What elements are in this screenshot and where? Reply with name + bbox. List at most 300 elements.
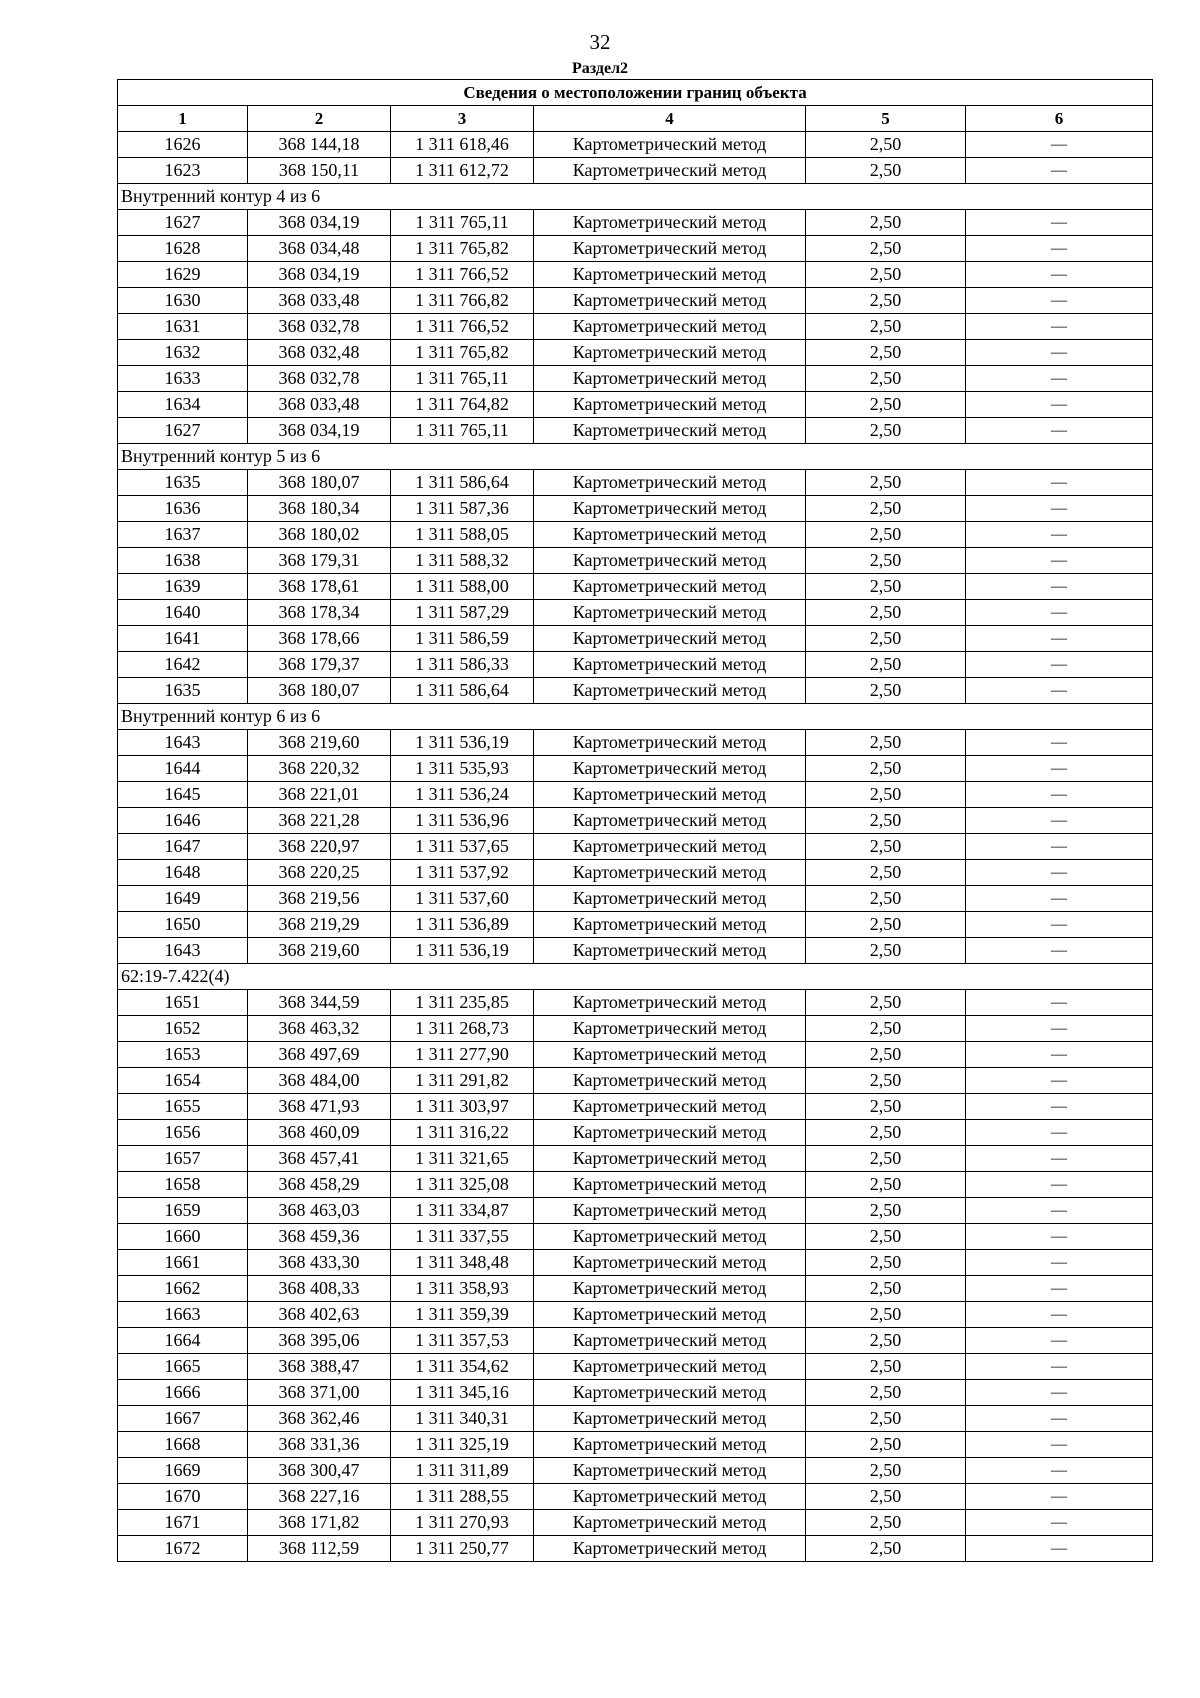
point-number-cell: 1669 — [118, 1458, 248, 1484]
point-number-cell: 1650 — [118, 912, 248, 938]
description-cell: — — [966, 1354, 1153, 1380]
table-row — [118, 158, 1153, 184]
description-cell: — — [966, 1016, 1153, 1042]
accuracy-cell: 2,50 — [806, 1406, 966, 1432]
description-cell: — — [966, 1224, 1153, 1250]
table-body — [118, 132, 1153, 1562]
description-cell: — — [966, 288, 1153, 314]
point-number-cell: 1631 — [118, 314, 248, 340]
description-cell: — — [966, 158, 1153, 184]
method-cell: Картометрический метод — [534, 392, 806, 418]
x-coordinate-cell: 368 178,34 — [248, 600, 391, 626]
x-coordinate-cell: 368 179,31 — [248, 548, 391, 574]
accuracy-cell: 2,50 — [806, 1276, 966, 1302]
y-coordinate-cell: 1 311 536,96 — [391, 808, 534, 834]
method-cell: Картометрический метод — [534, 600, 806, 626]
point-number-cell: 1643 — [118, 730, 248, 756]
x-coordinate-cell: 368 032,78 — [248, 366, 391, 392]
method-cell: Картометрический метод — [534, 1328, 806, 1354]
table-row — [118, 210, 1153, 236]
point-number-cell: 1633 — [118, 366, 248, 392]
accuracy-cell: 2,50 — [806, 340, 966, 366]
table-row — [118, 1354, 1153, 1380]
accuracy-cell: 2,50 — [806, 912, 966, 938]
table-row — [118, 678, 1153, 704]
point-number-cell: 1646 — [118, 808, 248, 834]
method-cell: Картометрический метод — [534, 808, 806, 834]
column-header: 3 — [391, 106, 534, 132]
contour-group-row — [118, 444, 1153, 470]
y-coordinate-cell: 1 311 359,39 — [391, 1302, 534, 1328]
y-coordinate-cell: 1 311 334,87 — [391, 1198, 534, 1224]
page-number: 32 — [589, 30, 611, 54]
description-cell: — — [966, 1250, 1153, 1276]
description-cell: — — [966, 418, 1153, 444]
method-cell: Картометрический метод — [534, 522, 806, 548]
description-cell: — — [966, 522, 1153, 548]
accuracy-cell: 2,50 — [806, 158, 966, 184]
accuracy-cell: 2,50 — [806, 522, 966, 548]
point-number-cell: 1663 — [118, 1302, 248, 1328]
description-cell: — — [966, 210, 1153, 236]
method-cell: Картометрический метод — [534, 912, 806, 938]
x-coordinate-cell: 368 180,02 — [248, 522, 391, 548]
accuracy-cell: 2,50 — [806, 730, 966, 756]
x-coordinate-cell: 368 463,03 — [248, 1198, 391, 1224]
accuracy-cell: 2,50 — [806, 314, 966, 340]
point-number-cell: 1627 — [118, 418, 248, 444]
method-cell: Картометрический метод — [534, 1172, 806, 1198]
y-coordinate-cell: 1 311 588,05 — [391, 522, 534, 548]
point-number-cell: 1664 — [118, 1328, 248, 1354]
contour-group-row — [118, 704, 1153, 730]
description-cell: — — [966, 1172, 1153, 1198]
accuracy-cell: 2,50 — [806, 1458, 966, 1484]
method-cell: Картометрический метод — [534, 132, 806, 158]
table-row — [118, 1068, 1153, 1094]
method-cell: Картометрический метод — [534, 938, 806, 964]
accuracy-cell: 2,50 — [806, 132, 966, 158]
point-number-cell: 1639 — [118, 574, 248, 600]
y-coordinate-cell: 1 311 357,53 — [391, 1328, 534, 1354]
x-coordinate-cell: 368 032,78 — [248, 314, 391, 340]
table-row — [118, 886, 1153, 912]
table-row — [118, 1094, 1153, 1120]
y-coordinate-cell: 1 311 588,00 — [391, 574, 534, 600]
x-coordinate-cell: 368 497,69 — [248, 1042, 391, 1068]
description-cell: — — [966, 132, 1153, 158]
point-number-cell: 1653 — [118, 1042, 248, 1068]
y-coordinate-cell: 1 311 586,33 — [391, 652, 534, 678]
point-number-cell: 1636 — [118, 496, 248, 522]
table-row — [118, 366, 1153, 392]
contour-group-label: Внутренний контур 4 из 6 — [118, 184, 1153, 210]
method-cell: Картометрический метод — [534, 158, 806, 184]
x-coordinate-cell: 368 459,36 — [248, 1224, 391, 1250]
x-coordinate-cell: 368 221,28 — [248, 808, 391, 834]
x-coordinate-cell: 368 433,30 — [248, 1250, 391, 1276]
table-row — [118, 1016, 1153, 1042]
accuracy-cell: 2,50 — [806, 288, 966, 314]
x-coordinate-cell: 368 034,19 — [248, 262, 391, 288]
accuracy-cell: 2,50 — [806, 1302, 966, 1328]
y-coordinate-cell: 1 311 537,60 — [391, 886, 534, 912]
y-coordinate-cell: 1 311 765,11 — [391, 210, 534, 236]
x-coordinate-cell: 368 331,36 — [248, 1432, 391, 1458]
x-coordinate-cell: 368 471,93 — [248, 1094, 391, 1120]
x-coordinate-cell: 368 362,46 — [248, 1406, 391, 1432]
column-header: 6 — [966, 106, 1153, 132]
method-cell: Картометрический метод — [534, 626, 806, 652]
y-coordinate-cell: 1 311 536,24 — [391, 782, 534, 808]
y-coordinate-cell: 1 311 325,19 — [391, 1432, 534, 1458]
method-cell: Картометрический метод — [534, 1432, 806, 1458]
accuracy-cell: 2,50 — [806, 860, 966, 886]
table-row — [118, 1276, 1153, 1302]
point-number-cell: 1657 — [118, 1146, 248, 1172]
y-coordinate-cell: 1 311 536,19 — [391, 938, 534, 964]
description-cell: — — [966, 1406, 1153, 1432]
method-cell: Картометрический метод — [534, 1016, 806, 1042]
y-coordinate-cell: 1 311 586,59 — [391, 626, 534, 652]
y-coordinate-cell: 1 311 612,72 — [391, 158, 534, 184]
x-coordinate-cell: 368 220,32 — [248, 756, 391, 782]
table-row — [118, 782, 1153, 808]
accuracy-cell: 2,50 — [806, 262, 966, 288]
point-number-cell: 1632 — [118, 340, 248, 366]
x-coordinate-cell: 368 227,16 — [248, 1484, 391, 1510]
y-coordinate-cell: 1 311 765,11 — [391, 366, 534, 392]
description-cell: — — [966, 1484, 1153, 1510]
point-number-cell: 1672 — [118, 1536, 248, 1562]
point-number-cell: 1644 — [118, 756, 248, 782]
description-cell: — — [966, 1120, 1153, 1146]
point-number-cell: 1655 — [118, 1094, 248, 1120]
method-cell: Картометрический метод — [534, 288, 806, 314]
x-coordinate-cell: 368 178,66 — [248, 626, 391, 652]
accuracy-cell: 2,50 — [806, 782, 966, 808]
method-cell: Картометрический метод — [534, 886, 806, 912]
table-row — [118, 1172, 1153, 1198]
accuracy-cell: 2,50 — [806, 574, 966, 600]
point-number-cell: 1654 — [118, 1068, 248, 1094]
y-coordinate-cell: 1 311 618,46 — [391, 132, 534, 158]
x-coordinate-cell: 368 344,59 — [248, 990, 391, 1016]
y-coordinate-cell: 1 311 268,73 — [391, 1016, 534, 1042]
table-row — [118, 1536, 1153, 1562]
accuracy-cell: 2,50 — [806, 834, 966, 860]
description-cell: — — [966, 1432, 1153, 1458]
point-number-cell: 1629 — [118, 262, 248, 288]
table-row — [118, 912, 1153, 938]
description-cell: — — [966, 1302, 1153, 1328]
method-cell: Картометрический метод — [534, 1250, 806, 1276]
accuracy-cell: 2,50 — [806, 1094, 966, 1120]
method-cell: Картометрический метод — [534, 756, 806, 782]
accuracy-cell: 2,50 — [806, 1224, 966, 1250]
column-header: 4 — [534, 106, 806, 132]
point-number-cell: 1647 — [118, 834, 248, 860]
x-coordinate-cell: 368 032,48 — [248, 340, 391, 366]
point-number-cell: 1658 — [118, 1172, 248, 1198]
table-row — [118, 1250, 1153, 1276]
column-number-row — [118, 106, 1153, 132]
table-row — [118, 600, 1153, 626]
description-cell: — — [966, 366, 1153, 392]
point-number-cell: 1666 — [118, 1380, 248, 1406]
accuracy-cell: 2,50 — [806, 1354, 966, 1380]
accuracy-cell: 2,50 — [806, 392, 966, 418]
table-row — [118, 496, 1153, 522]
method-cell: Картометрический метод — [534, 548, 806, 574]
accuracy-cell: 2,50 — [806, 1250, 966, 1276]
boundary-coordinates-table — [117, 79, 1153, 1562]
description-cell: — — [966, 1328, 1153, 1354]
method-cell: Картометрический метод — [534, 652, 806, 678]
point-number-cell: 1667 — [118, 1406, 248, 1432]
method-cell: Картометрический метод — [534, 574, 806, 600]
method-cell: Картометрический метод — [534, 1042, 806, 1068]
method-cell: Картометрический метод — [534, 314, 806, 340]
table-row — [118, 1302, 1153, 1328]
y-coordinate-cell: 1 311 587,29 — [391, 600, 534, 626]
table-row — [118, 1406, 1153, 1432]
y-coordinate-cell: 1 311 586,64 — [391, 678, 534, 704]
table-row — [118, 938, 1153, 964]
x-coordinate-cell: 368 457,41 — [248, 1146, 391, 1172]
method-cell: Картометрический метод — [534, 210, 806, 236]
column-header: 5 — [806, 106, 966, 132]
x-coordinate-cell: 368 112,59 — [248, 1536, 391, 1562]
x-coordinate-cell: 368 219,29 — [248, 912, 391, 938]
table-row — [118, 236, 1153, 262]
accuracy-cell: 2,50 — [806, 1172, 966, 1198]
description-cell: — — [966, 626, 1153, 652]
point-number-cell: 1626 — [118, 132, 248, 158]
point-number-cell: 1661 — [118, 1250, 248, 1276]
accuracy-cell: 2,50 — [806, 548, 966, 574]
x-coordinate-cell: 368 219,56 — [248, 886, 391, 912]
accuracy-cell: 2,50 — [806, 1484, 966, 1510]
point-number-cell: 1659 — [118, 1198, 248, 1224]
method-cell: Картометрический метод — [534, 1510, 806, 1536]
description-cell: — — [966, 392, 1153, 418]
y-coordinate-cell: 1 311 536,19 — [391, 730, 534, 756]
table-row — [118, 1432, 1153, 1458]
x-coordinate-cell: 368 144,18 — [248, 132, 391, 158]
table-row — [118, 730, 1153, 756]
description-cell: — — [966, 1068, 1153, 1094]
point-number-cell: 1645 — [118, 782, 248, 808]
y-coordinate-cell: 1 311 270,93 — [391, 1510, 534, 1536]
point-number-cell: 1668 — [118, 1432, 248, 1458]
point-number-cell: 1630 — [118, 288, 248, 314]
table-row — [118, 1328, 1153, 1354]
point-number-cell: 1656 — [118, 1120, 248, 1146]
table-row — [118, 340, 1153, 366]
description-cell: — — [966, 1458, 1153, 1484]
table-row — [118, 1380, 1153, 1406]
method-cell: Картометрический метод — [534, 990, 806, 1016]
table-row — [118, 132, 1153, 158]
accuracy-cell: 2,50 — [806, 600, 966, 626]
y-coordinate-cell: 1 311 766,52 — [391, 314, 534, 340]
description-cell: — — [966, 1276, 1153, 1302]
description-cell: — — [966, 756, 1153, 782]
description-cell: — — [966, 314, 1153, 340]
x-coordinate-cell: 368 178,61 — [248, 574, 391, 600]
y-coordinate-cell: 1 311 340,31 — [391, 1406, 534, 1432]
y-coordinate-cell: 1 311 250,77 — [391, 1536, 534, 1562]
table-row — [118, 288, 1153, 314]
table-row — [118, 808, 1153, 834]
method-cell: Картометрический метод — [534, 470, 806, 496]
method-cell: Картометрический метод — [534, 1224, 806, 1250]
x-coordinate-cell: 368 463,32 — [248, 1016, 391, 1042]
x-coordinate-cell: 368 150,11 — [248, 158, 391, 184]
accuracy-cell: 2,50 — [806, 1068, 966, 1094]
method-cell: Картометрический метод — [534, 1484, 806, 1510]
description-cell: — — [966, 1510, 1153, 1536]
y-coordinate-cell: 1 311 766,82 — [391, 288, 534, 314]
description-cell: — — [966, 470, 1153, 496]
table-row — [118, 522, 1153, 548]
accuracy-cell: 2,50 — [806, 418, 966, 444]
table-row — [118, 1198, 1153, 1224]
method-cell: Картометрический метод — [534, 262, 806, 288]
y-coordinate-cell: 1 311 765,11 — [391, 418, 534, 444]
point-number-cell: 1642 — [118, 652, 248, 678]
y-coordinate-cell: 1 311 325,08 — [391, 1172, 534, 1198]
description-cell: — — [966, 782, 1153, 808]
accuracy-cell: 2,50 — [806, 756, 966, 782]
y-coordinate-cell: 1 311 316,22 — [391, 1120, 534, 1146]
description-cell: — — [966, 1380, 1153, 1406]
accuracy-cell: 2,50 — [806, 236, 966, 262]
point-number-cell: 1635 — [118, 470, 248, 496]
method-cell: Картометрический метод — [534, 418, 806, 444]
x-coordinate-cell: 368 179,37 — [248, 652, 391, 678]
x-coordinate-cell: 368 388,47 — [248, 1354, 391, 1380]
point-number-cell: 1652 — [118, 1016, 248, 1042]
y-coordinate-cell: 1 311 537,92 — [391, 860, 534, 886]
method-cell: Картометрический метод — [534, 782, 806, 808]
description-cell: — — [966, 1146, 1153, 1172]
point-number-cell: 1671 — [118, 1510, 248, 1536]
x-coordinate-cell: 368 395,06 — [248, 1328, 391, 1354]
table-row — [118, 834, 1153, 860]
y-coordinate-cell: 1 311 358,93 — [391, 1276, 534, 1302]
table-row — [118, 860, 1153, 886]
y-coordinate-cell: 1 311 587,36 — [391, 496, 534, 522]
table-row — [118, 262, 1153, 288]
point-number-cell: 1665 — [118, 1354, 248, 1380]
accuracy-cell: 2,50 — [806, 210, 966, 236]
point-number-cell: 1638 — [118, 548, 248, 574]
table-row — [118, 756, 1153, 782]
x-coordinate-cell: 368 219,60 — [248, 730, 391, 756]
point-number-cell: 1623 — [118, 158, 248, 184]
x-coordinate-cell: 368 371,00 — [248, 1380, 391, 1406]
y-coordinate-cell: 1 311 535,93 — [391, 756, 534, 782]
description-cell: — — [966, 652, 1153, 678]
method-cell: Картометрический метод — [534, 730, 806, 756]
table-caption: Сведения о местоположении границ объекта — [118, 80, 1153, 106]
description-cell: — — [966, 808, 1153, 834]
y-coordinate-cell: 1 311 764,82 — [391, 392, 534, 418]
accuracy-cell: 2,50 — [806, 808, 966, 834]
description-cell: — — [966, 730, 1153, 756]
x-coordinate-cell: 368 171,82 — [248, 1510, 391, 1536]
accuracy-cell: 2,50 — [806, 678, 966, 704]
description-cell: — — [966, 1536, 1153, 1562]
description-cell: — — [966, 236, 1153, 262]
description-cell: — — [966, 1094, 1153, 1120]
method-cell: Картометрический метод — [534, 834, 806, 860]
accuracy-cell: 2,50 — [806, 626, 966, 652]
y-coordinate-cell: 1 311 288,55 — [391, 1484, 534, 1510]
accuracy-cell: 2,50 — [806, 938, 966, 964]
accuracy-cell: 2,50 — [806, 1198, 966, 1224]
x-coordinate-cell: 368 180,07 — [248, 470, 391, 496]
method-cell: Картометрический метод — [534, 1354, 806, 1380]
x-coordinate-cell: 368 220,97 — [248, 834, 391, 860]
point-number-cell: 1634 — [118, 392, 248, 418]
point-number-cell: 1662 — [118, 1276, 248, 1302]
x-coordinate-cell: 368 402,63 — [248, 1302, 391, 1328]
description-cell: — — [966, 886, 1153, 912]
table-row — [118, 470, 1153, 496]
method-cell: Картометрический метод — [534, 1198, 806, 1224]
description-cell: — — [966, 340, 1153, 366]
table-caption-row — [118, 80, 1153, 106]
table-row — [118, 1458, 1153, 1484]
description-cell: — — [966, 938, 1153, 964]
y-coordinate-cell: 1 311 586,64 — [391, 470, 534, 496]
point-number-cell: 1651 — [118, 990, 248, 1016]
accuracy-cell: 2,50 — [806, 1432, 966, 1458]
table-row — [118, 418, 1153, 444]
y-coordinate-cell: 1 311 235,85 — [391, 990, 534, 1016]
table-row — [118, 1224, 1153, 1250]
description-cell: — — [966, 1198, 1153, 1224]
method-cell: Картометрический метод — [534, 1276, 806, 1302]
accuracy-cell: 2,50 — [806, 1536, 966, 1562]
y-coordinate-cell: 1 311 303,97 — [391, 1094, 534, 1120]
x-coordinate-cell: 368 180,34 — [248, 496, 391, 522]
description-cell: — — [966, 912, 1153, 938]
method-cell: Картометрический метод — [534, 1406, 806, 1432]
x-coordinate-cell: 368 220,25 — [248, 860, 391, 886]
method-cell: Картометрический метод — [534, 1120, 806, 1146]
accuracy-cell: 2,50 — [806, 366, 966, 392]
accuracy-cell: 2,50 — [806, 1016, 966, 1042]
method-cell: Картометрический метод — [534, 366, 806, 392]
y-coordinate-cell: 1 311 765,82 — [391, 340, 534, 366]
description-cell: — — [966, 678, 1153, 704]
point-number-cell: 1627 — [118, 210, 248, 236]
column-header: 2 — [248, 106, 391, 132]
y-coordinate-cell: 1 311 588,32 — [391, 548, 534, 574]
method-cell: Картометрический метод — [534, 496, 806, 522]
accuracy-cell: 2,50 — [806, 1510, 966, 1536]
table-row — [118, 1146, 1153, 1172]
description-cell: — — [966, 262, 1153, 288]
method-cell: Картометрический метод — [534, 860, 806, 886]
point-number-cell: 1670 — [118, 1484, 248, 1510]
point-number-cell: 1643 — [118, 938, 248, 964]
table-row — [118, 1042, 1153, 1068]
